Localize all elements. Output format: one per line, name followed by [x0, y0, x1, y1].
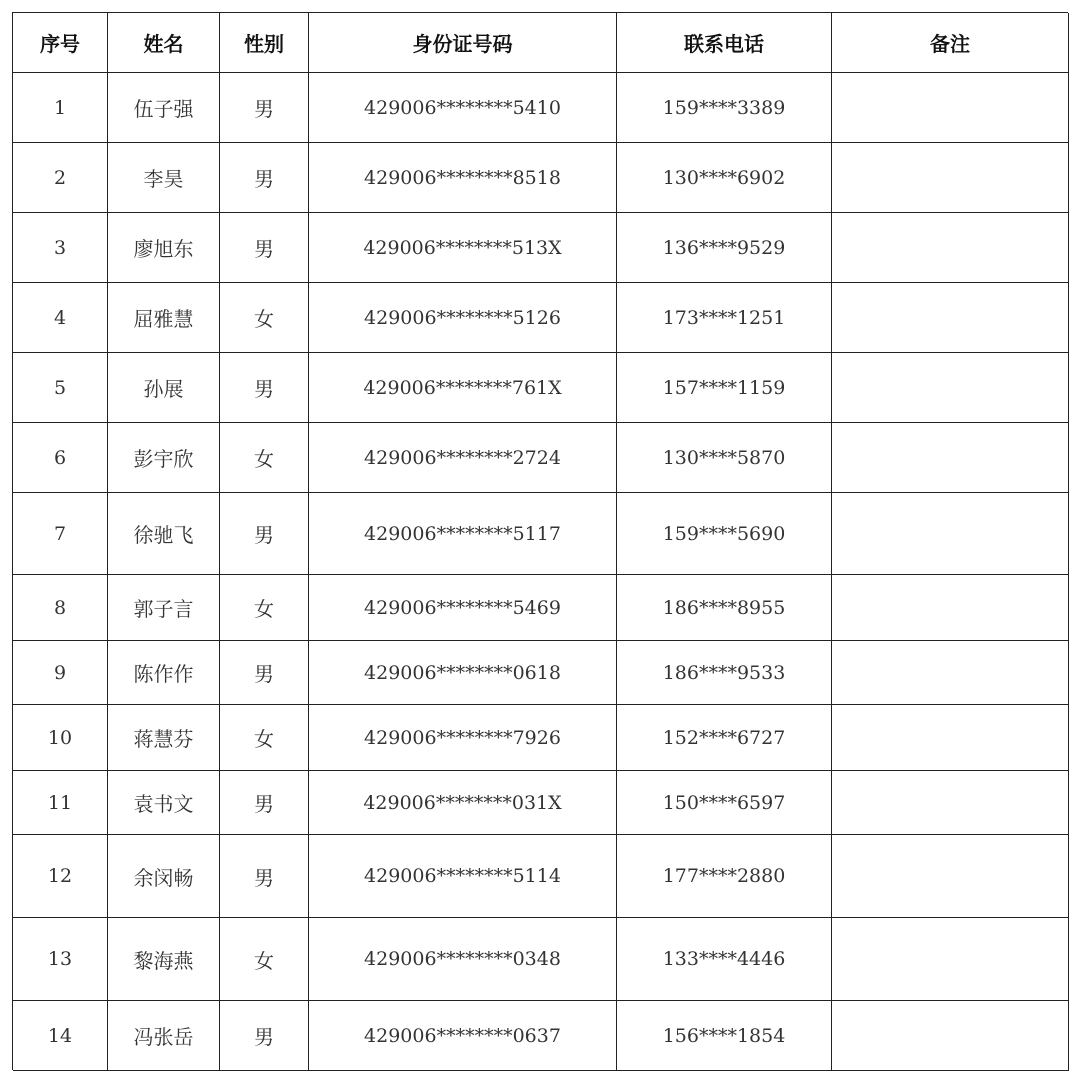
row-gender: 女: [220, 575, 309, 641]
row-id-number: 429006********5114: [309, 835, 617, 918]
row-name: 屈雅慧: [108, 283, 220, 353]
header-gender: 性别: [220, 13, 309, 73]
row-note: [832, 423, 1069, 493]
row-name: 徐驰飞: [108, 493, 220, 575]
row-phone: 152****6727: [617, 705, 832, 771]
row-id-number: 429006********0637: [309, 1001, 617, 1071]
row-phone: 130****6902: [617, 143, 832, 213]
row-note: [832, 1001, 1069, 1071]
row-id-number: 429006********5469: [309, 575, 617, 641]
row-phone: 157****1159: [617, 353, 832, 423]
row-note: [832, 641, 1069, 705]
row-number: 1: [13, 73, 108, 143]
row-number: 7: [13, 493, 108, 575]
header-id-number: 身份证号码: [309, 13, 617, 73]
row-name: 廖旭东: [108, 213, 220, 283]
row-gender: 男: [220, 835, 309, 918]
row-gender: 女: [220, 918, 309, 1001]
row-number: 14: [13, 1001, 108, 1071]
row-phone: 156****1854: [617, 1001, 832, 1071]
row-gender: 男: [220, 641, 309, 705]
row-note: [832, 353, 1069, 423]
header-phone: 联系电话: [617, 13, 832, 73]
row-number: 4: [13, 283, 108, 353]
row-phone: 186****8955: [617, 575, 832, 641]
row-number: 8: [13, 575, 108, 641]
row-name: 伍子强: [108, 73, 220, 143]
row-gender: 女: [220, 705, 309, 771]
row-number: 5: [13, 353, 108, 423]
row-number: 10: [13, 705, 108, 771]
row-phone: 177****2880: [617, 835, 832, 918]
row-gender: 男: [220, 493, 309, 575]
row-id-number: 429006********513X: [309, 213, 617, 283]
row-phone: 173****1251: [617, 283, 832, 353]
row-phone: 159****3389: [617, 73, 832, 143]
row-name: 孙展: [108, 353, 220, 423]
row-note: [832, 143, 1069, 213]
row-id-number: 429006********0618: [309, 641, 617, 705]
header-name: 姓名: [108, 13, 220, 73]
row-note: [832, 493, 1069, 575]
row-phone: 150****6597: [617, 771, 832, 835]
row-id-number: 429006********5126: [309, 283, 617, 353]
row-name: 李昊: [108, 143, 220, 213]
row-phone: 133****4446: [617, 918, 832, 1001]
row-name: 冯张岳: [108, 1001, 220, 1071]
row-phone: 130****5870: [617, 423, 832, 493]
row-note: [832, 213, 1069, 283]
row-number: 2: [13, 143, 108, 213]
row-number: 12: [13, 835, 108, 918]
row-note: [832, 283, 1069, 353]
row-gender: 女: [220, 283, 309, 353]
row-phone: 186****9533: [617, 641, 832, 705]
row-number: 3: [13, 213, 108, 283]
row-number: 11: [13, 771, 108, 835]
row-id-number: 429006********761X: [309, 353, 617, 423]
row-number: 9: [13, 641, 108, 705]
row-gender: 女: [220, 423, 309, 493]
row-name: 余闵畅: [108, 835, 220, 918]
row-gender: 男: [220, 213, 309, 283]
row-id-number: 429006********031X: [309, 771, 617, 835]
header-no: 序号: [13, 13, 108, 73]
row-gender: 男: [220, 143, 309, 213]
row-note: [832, 73, 1069, 143]
row-number: 6: [13, 423, 108, 493]
row-name: 陈作作: [108, 641, 220, 705]
row-gender: 男: [220, 1001, 309, 1071]
row-phone: 136****9529: [617, 213, 832, 283]
row-id-number: 429006********5410: [309, 73, 617, 143]
row-id-number: 429006********0348: [309, 918, 617, 1001]
row-gender: 男: [220, 771, 309, 835]
row-note: [832, 771, 1069, 835]
row-id-number: 429006********8518: [309, 143, 617, 213]
row-phone: 159****5690: [617, 493, 832, 575]
header-note: 备注: [832, 13, 1069, 73]
row-gender: 男: [220, 73, 309, 143]
row-name: 袁书文: [108, 771, 220, 835]
row-note: [832, 705, 1069, 771]
row-name: 郭子言: [108, 575, 220, 641]
row-id-number: 429006********2724: [309, 423, 617, 493]
row-gender: 男: [220, 353, 309, 423]
row-name: 黎海燕: [108, 918, 220, 1001]
row-note: [832, 918, 1069, 1001]
row-name: 彭宇欣: [108, 423, 220, 493]
roster-table: [12, 12, 1068, 1070]
row-id-number: 429006********5117: [309, 493, 617, 575]
row-number: 13: [13, 918, 108, 1001]
row-note: [832, 575, 1069, 641]
row-id-number: 429006********7926: [309, 705, 617, 771]
row-note: [832, 835, 1069, 918]
row-name: 蒋慧芬: [108, 705, 220, 771]
